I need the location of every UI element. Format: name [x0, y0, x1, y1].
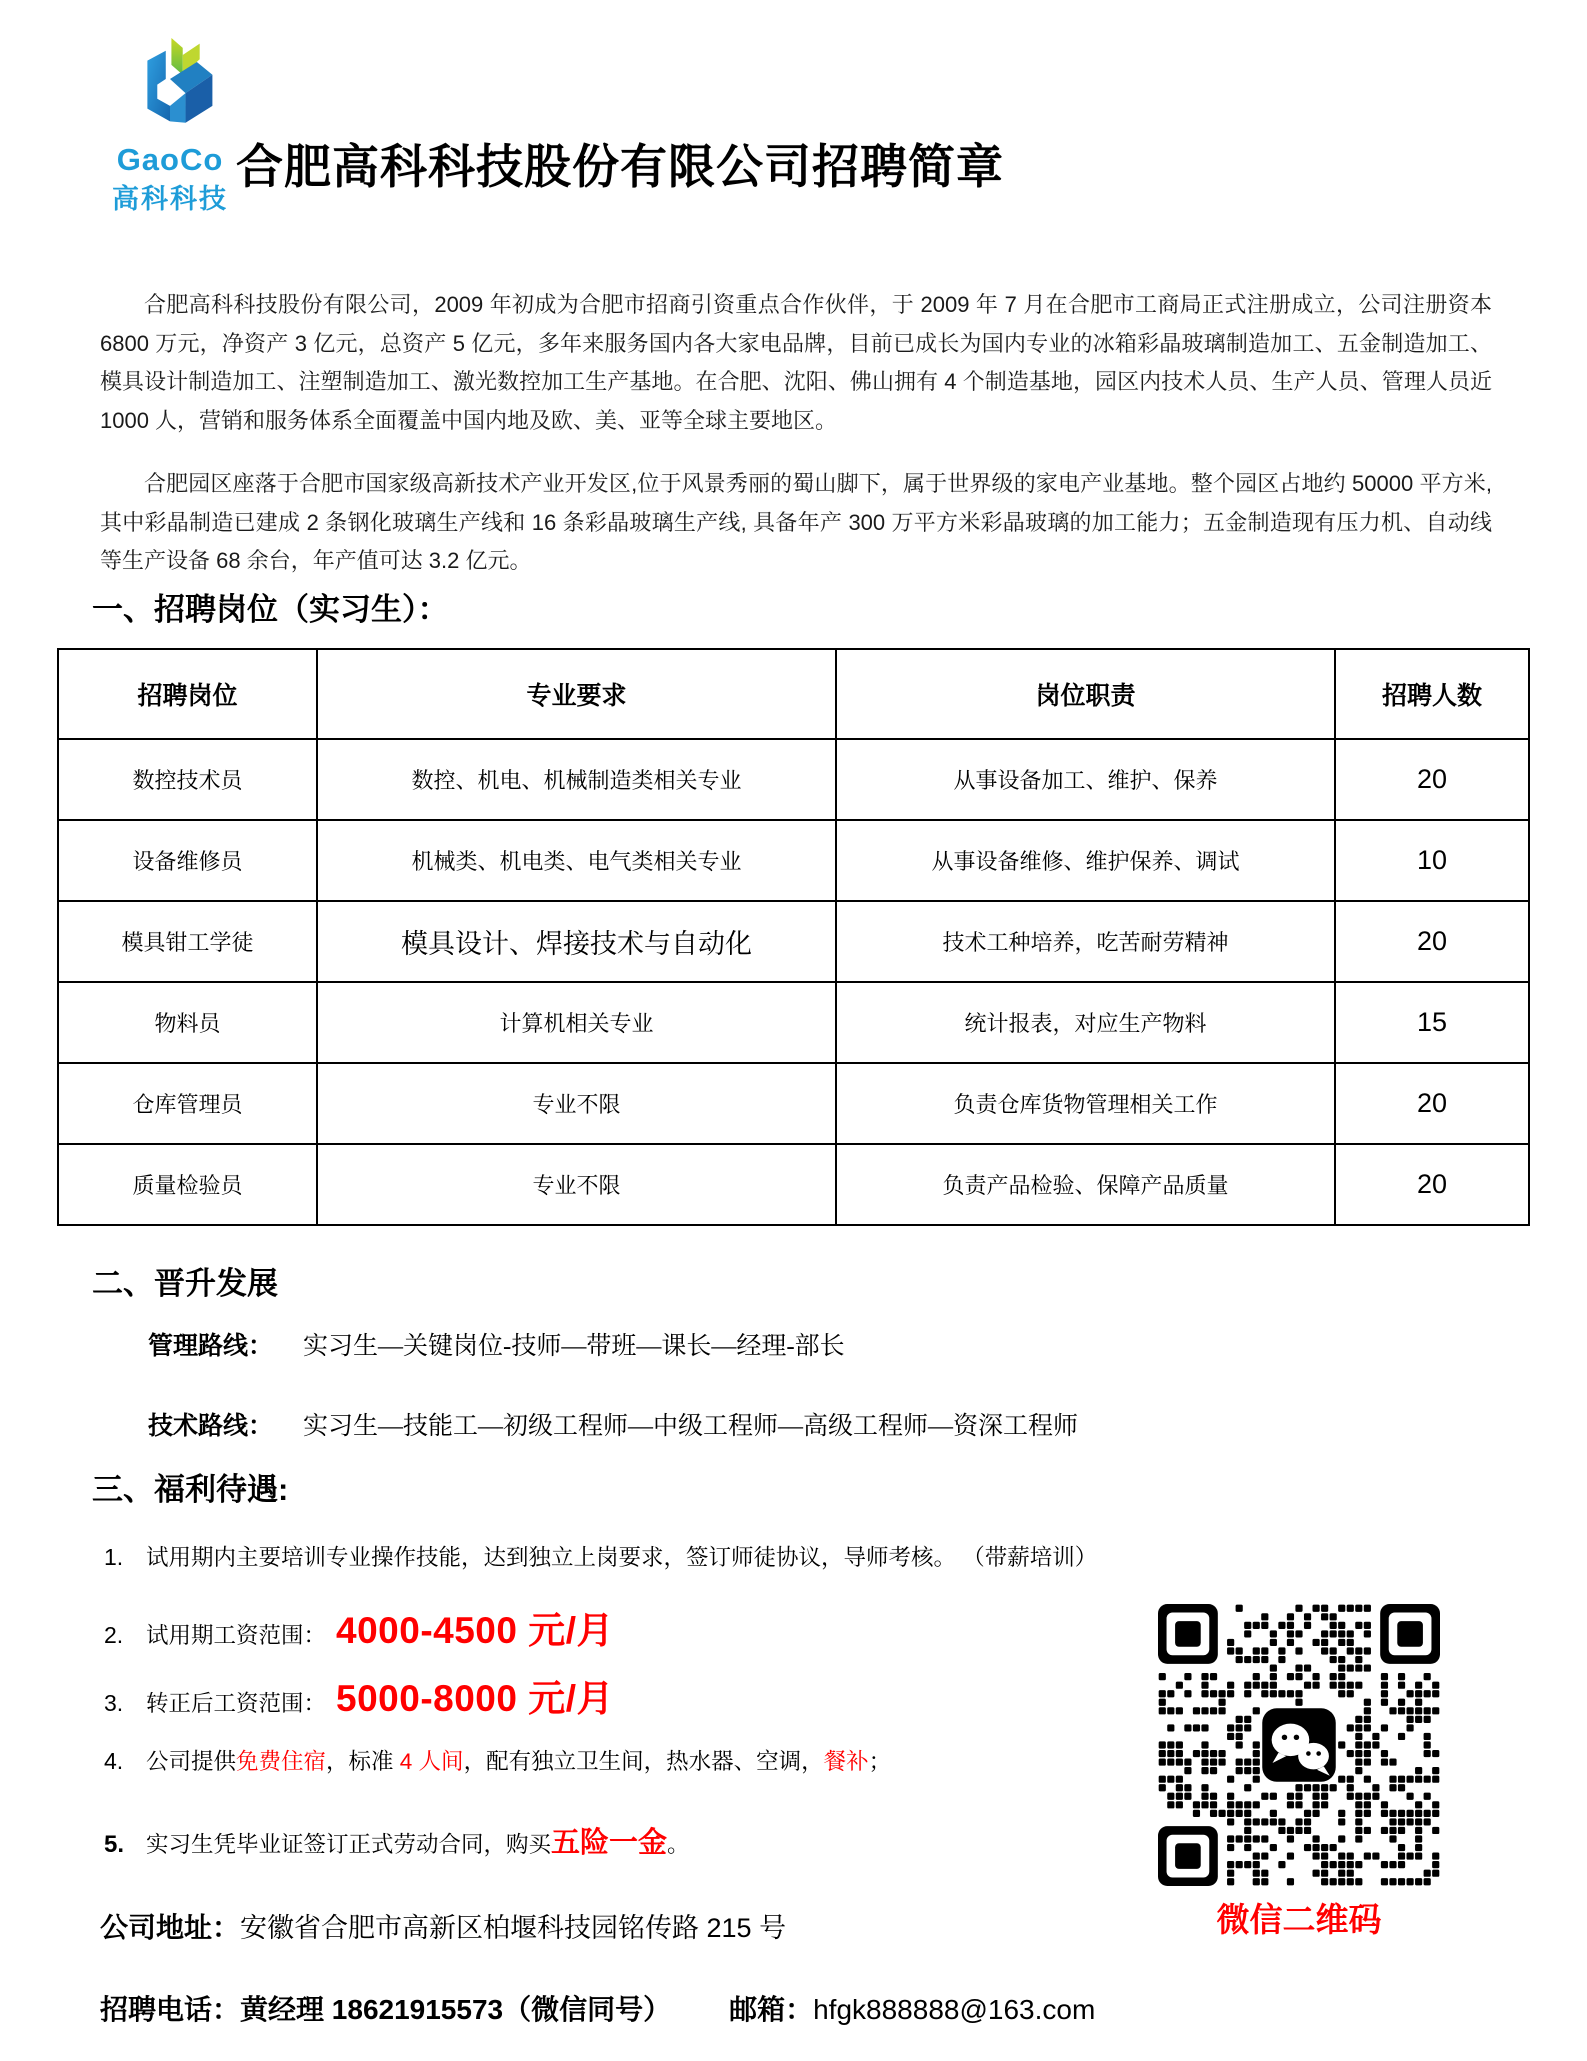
- table-row: [58, 820, 1529, 901]
- management-route-line: [148, 1326, 845, 1362]
- table-row: [58, 1063, 1529, 1144]
- cell-duty: 从事设备加工、维护、保养: [836, 739, 1335, 820]
- tech-route-line: [148, 1406, 1078, 1442]
- table-header-row: [58, 649, 1529, 739]
- cell-major: 机械类、机电类、电气类相关专业: [317, 820, 836, 901]
- benefit-item-2: [104, 1600, 614, 1654]
- contact-line: [100, 1988, 1095, 2028]
- cell-position: 仓库管理员: [58, 1063, 317, 1144]
- page-title: 合肥高科科技股份有限公司招聘简章: [236, 140, 1004, 193]
- benefit-number: 4.: [104, 1748, 124, 1774]
- cell-duty: 统计报表，对应生产物料: [836, 982, 1335, 1063]
- benefit-item-5: [104, 1820, 690, 1861]
- qr-code-label: 微信二维码: [1216, 1901, 1382, 1938]
- regular-salary-value: 5000-8000 元/月: [336, 1678, 615, 1719]
- benefit-label: 转正后工资范围：: [146, 1691, 327, 1716]
- cell-position: 模具钳工学徒: [58, 901, 317, 982]
- benefit-number: 1.: [104, 1544, 124, 1570]
- cell-count: 20: [1335, 1144, 1529, 1225]
- tech-route-path: 实习生—技能工—初级工程师—中级工程师—高级工程师—资深工程师: [303, 1413, 1079, 1440]
- table-row: [58, 1144, 1529, 1225]
- benefit-label: 试用期工资范围：: [146, 1623, 327, 1648]
- cell-position: 数控技术员: [58, 739, 317, 820]
- phone-value: 黄经理 18621915573（微信同号）: [240, 1994, 672, 2025]
- benefit-number: 3.: [104, 1690, 124, 1716]
- company-logo-icon: [111, 38, 229, 144]
- cell-major: 计算机相关专业: [317, 982, 836, 1063]
- section-heading-positions: 一、招聘岗位（实习生）：: [92, 592, 449, 627]
- cell-duty: 技术工种培养，吃苦耐劳精神: [836, 901, 1335, 982]
- room-size-highlight: 4 人间: [399, 1749, 464, 1774]
- benefit-text: 实习生凭毕业证签订正式劳动合同，购买五险一金。: [146, 1827, 690, 1859]
- intro-paragraph-2: 合肥园区座落于合肥市国家级高新技术产业开发区,位于风景秀丽的蜀山脚下，属于世界级的家电产业基地。整个园区占地约 50000 平方米, 其中彩晶制造已建成 2 条钢化玻璃生产线和 16 条彩晶玻璃生产线, 具备年产 300 万平方米彩晶玻璃的加工能力；五金制造现有压力机、自动线等生产设备 68 余台，年产值可达 3.2 亿元。: [100, 471, 1492, 574]
- cell-major: 模具设计、焊接技术与自动化: [317, 901, 836, 982]
- benefit-item-4: [104, 1744, 891, 1776]
- probation-salary-value: 4000-4500 元/月: [336, 1610, 615, 1651]
- table-row: [58, 739, 1529, 820]
- col-header-duty: 岗位职责: [836, 649, 1335, 739]
- qr-code-image: [1158, 1604, 1440, 1886]
- cell-count: 15: [1335, 982, 1529, 1063]
- phone-group: [100, 1988, 671, 2028]
- brand-name-cn: 高科科技: [112, 183, 228, 214]
- intro-paragraph-1: 合肥高科科技股份有限公司，2009 年初成为合肥市招商引资重点合作伙伴，于 2009 年 7 月在合肥市工商局正式注册成立，公司注册资本 6800 万元，净资产 3 亿元，总资产 5 亿元，多年来服务国内各大家电品牌，目前已成长为国内专业的冰箱彩晶玻璃制造加工、五金制造加工、模具设计制造加工、注塑制造加工、激光数控加工生产基地。在合肥、沈阳、佛山拥有 4 个制造基地，园区内技术人员、生产人员、管理人员近 1000 人，营销和服务体系全面覆盖中国内地及欧、美、亚等全球主要地区。: [100, 292, 1492, 433]
- address-label: 公司地址：: [100, 1912, 241, 1943]
- free-housing-highlight: 免费住宿: [236, 1749, 327, 1774]
- benefit-number: 5.: [104, 1831, 125, 1858]
- email-value: hfgk888888@163.com: [813, 1994, 1096, 2025]
- company-address-line: [100, 1906, 786, 1946]
- cell-count: 20: [1335, 901, 1529, 982]
- col-header-count: 招聘人数: [1335, 649, 1529, 739]
- col-header-position: 招聘岗位: [58, 649, 317, 739]
- cell-position: 质量检验员: [58, 1144, 317, 1225]
- cell-major: 专业不限: [317, 1144, 836, 1225]
- cell-duty: 负责产品检验、保障产品质量: [836, 1144, 1335, 1225]
- cell-count: 10: [1335, 820, 1529, 901]
- cell-count: 20: [1335, 739, 1529, 820]
- col-header-major: 专业要求: [317, 649, 836, 739]
- address-value: 安徽省合肥市高新区柏堰科技园铭传路 215 号: [240, 1913, 787, 1943]
- cell-duty: 负责仓库货物管理相关工作: [836, 1063, 1335, 1144]
- cell-major: 专业不限: [317, 1063, 836, 1144]
- management-route-path: 实习生—关键岗位-技师—带班—课长—经理-部长: [303, 1333, 845, 1360]
- tech-route-label: 技术路线：: [148, 1413, 274, 1440]
- cell-major: 数控、机电、机械制造类相关专业: [317, 739, 836, 820]
- wechat-qr-code: [1158, 1604, 1440, 1886]
- table-row: [58, 982, 1529, 1063]
- benefit-item-3: [104, 1668, 614, 1722]
- insurance-highlight: 五险一金: [551, 1827, 668, 1859]
- cell-count: 20: [1335, 1063, 1529, 1144]
- benefit-number: 2.: [104, 1622, 124, 1648]
- email-label: 邮箱：: [729, 1994, 814, 2025]
- management-route-label: 管理路线：: [148, 1333, 274, 1360]
- company-logo: [86, 38, 254, 216]
- cell-position: 物料员: [58, 982, 317, 1063]
- cell-position: 设备维修员: [58, 820, 317, 901]
- cell-duty: 从事设备维修、维护保养、调试: [836, 820, 1335, 901]
- table-row: [58, 901, 1529, 982]
- phone-label: 招聘电话：: [100, 1994, 241, 2025]
- benefit-item-1: [104, 1540, 1097, 1572]
- meal-allowance-highlight: 餐补: [823, 1749, 869, 1774]
- brand-name-en: GaoCo: [116, 142, 224, 177]
- benefit-text: 试用期内主要培训专业操作技能，达到独立上岗要求，签订师徒协议，导师考核。 （带薪培训）: [146, 1545, 1098, 1570]
- section-heading-promotion: 二、晋升发展: [92, 1266, 278, 1301]
- benefit-text: 公司提供免费住宿，标准 4 人间，配有独立卫生间，热水器、空调，餐补；: [146, 1749, 892, 1774]
- section-heading-benefits: 三、福利待遇:: [92, 1472, 289, 1507]
- email-group: [729, 1988, 1095, 2028]
- jobs-table: [57, 648, 1530, 1226]
